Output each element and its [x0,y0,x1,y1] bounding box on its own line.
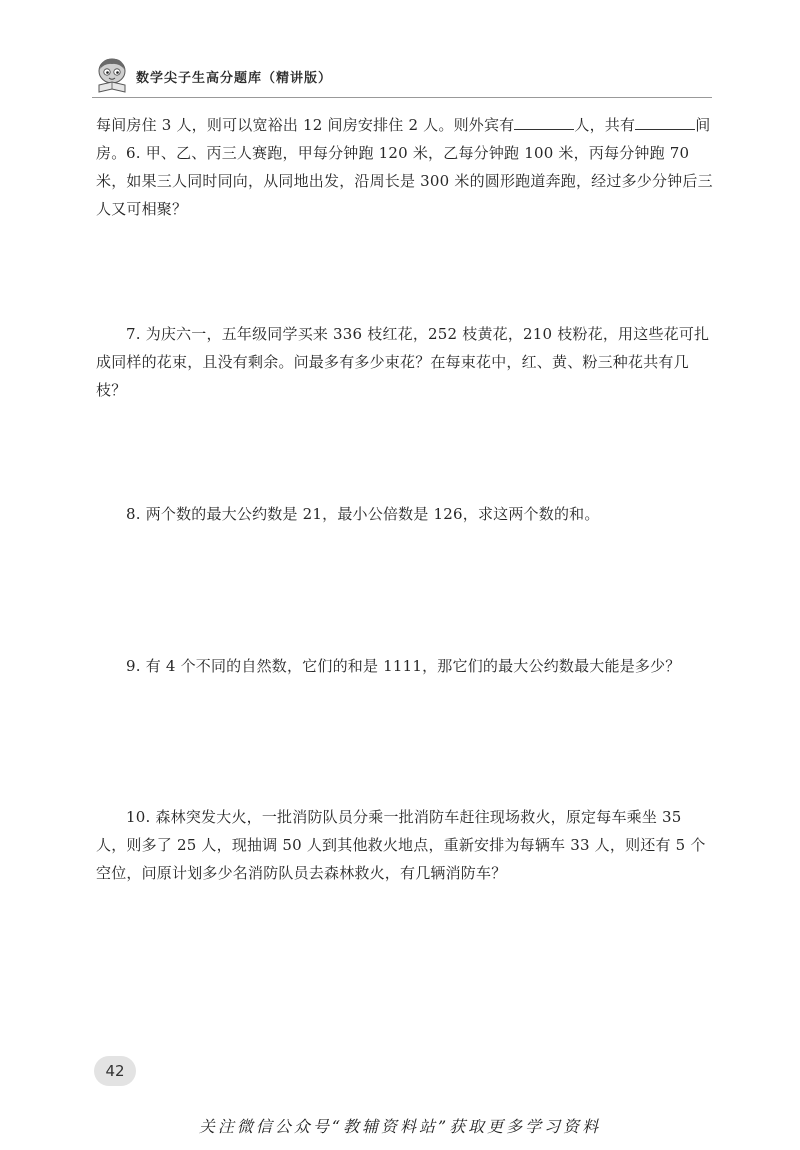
header-title: 数学尖子生高分题库（精讲版） [136,71,333,86]
page-header [92,55,732,99]
problem-7 [96,320,716,404]
problem-6 [96,139,716,223]
page-number: 42 [94,1056,136,1086]
answer-blank-guests [514,115,574,130]
problem-10-text: 森林突发大火，一批消防队员分乘一批消防车赶往现场救火，原定每车乘坐 35 人，则多了 25 人，现抽调 50 人到其他救火地点，重新安排为每辆车 33 人，则还有 5 个空位，问原计划多少名消防队员去森林救火，有几辆消防车？ [96,808,706,882]
problem-8 [96,500,716,528]
problem-8-number: 8. [126,505,141,523]
problem-7-text: 为庆六一，五年级同学买来 336 枝红花，252 枝黄花，210 枝粉花，用这些花可扎成同样的花束，且没有剩余。问最多有多少束花？在每束花中，红、黄、粉三种花共有几枝？ [96,325,710,399]
problem-8-text: 两个数的最大公约数是 21，最小公倍数是 126，求这两个数的和。 [145,505,600,523]
continuation-text-3: 间房。 [96,116,711,162]
answer-blank-rooms [635,115,695,130]
problem-6-number: 6. [126,144,141,162]
problem-7-number: 7. [126,325,141,343]
footer-note: 关注微信公众号“教辅资料站”获取更多学习资料 [198,1117,602,1136]
problem-10-number: 10. [126,808,151,826]
mascot-icon [92,55,132,95]
problem-9 [96,652,716,680]
header-divider [92,97,712,98]
problem-9-text: 有 4 个不同的自然数，它们的和是 1111，那它们的最大公约数最大能是多少？ [145,657,681,675]
problem-10 [96,803,716,887]
problem-6-text: 甲、乙、丙三人赛跑，甲每分钟跑 120 米，乙每分钟跑 100 米，丙每分钟跑 70 米，如果三人同时同向，从同地出发，沿周长是 300 米的圆形跑道奔跑，经过多少分钟后三人又可相聚？ [96,144,713,218]
problem-9-number: 9. [126,657,141,675]
continuation-text-1: 每间房住 3 人，则可以宽裕出 12 间房安排住 2 人。则外宾有 [96,116,515,134]
continuation-text-2: 人，共有 [574,116,636,134]
